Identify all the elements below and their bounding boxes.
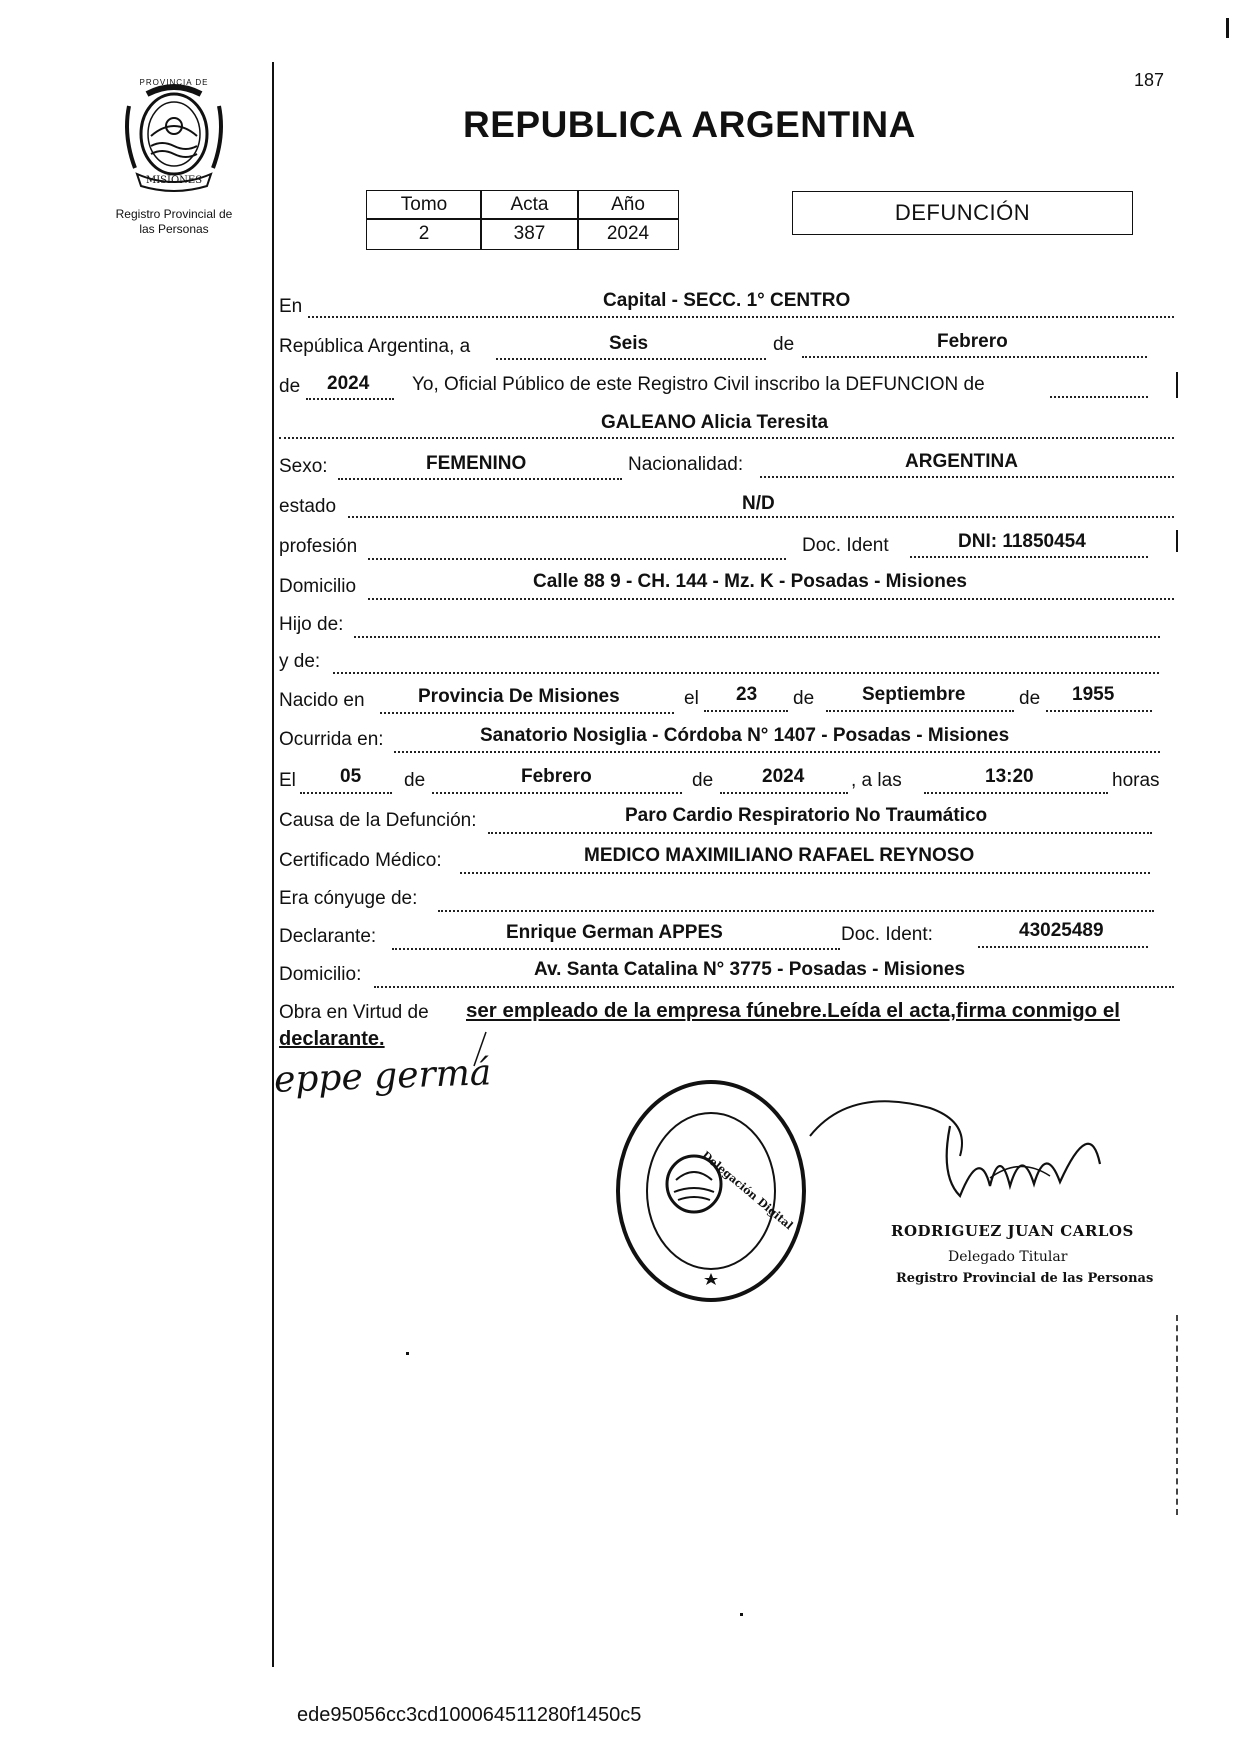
certificado-line (460, 872, 1150, 874)
deceased-name: GALEANO Alicia Teresita (601, 412, 829, 433)
death-time-line (924, 792, 1108, 794)
doc-ident-2-line (978, 946, 1148, 948)
table-header-acta: Acta (480, 190, 579, 220)
obra-value-1: ser empleado de la empresa fúnebre.Leída el acta,firma conmigo el (466, 999, 1120, 1022)
domicilio-label: Domicilio (279, 576, 357, 597)
seal-inner-text: Delegación Digital (699, 1148, 796, 1233)
doc-ident-line (910, 556, 1148, 558)
birth-day-line (704, 710, 788, 712)
birth-year-line (1046, 710, 1152, 712)
speck (406, 1352, 409, 1355)
obra-value-2: declarante. (279, 1028, 385, 1050)
death-day: 05 (340, 766, 362, 787)
en-value: Capital - SECC. 1° CENTRO (603, 290, 851, 311)
causa-line (488, 832, 1152, 834)
table-cell-acta: 387 (480, 218, 579, 250)
hijo-de-line (354, 636, 1160, 638)
en-label: En (279, 296, 303, 317)
doc-ident-2-value: 43025489 (1019, 920, 1104, 941)
death-month: Febrero (521, 766, 592, 787)
domicilio-line (368, 598, 1174, 600)
oficial-line (1050, 396, 1148, 398)
republica-label: República Argentina, a (279, 336, 471, 357)
en-line (308, 316, 1174, 318)
domicilio-2-value: Av. Santa Catalina N° 3775 - Posadas - Misiones (534, 959, 966, 980)
official-seal-icon (612, 1076, 810, 1306)
day-value: Seis (609, 333, 649, 354)
declarante-line (392, 948, 840, 950)
profesion-line (368, 558, 786, 560)
de-label: de (773, 334, 795, 355)
domicilio-value: Calle 88 9 - CH. 144 - Mz. K - Posadas - Misiones (533, 571, 967, 592)
table-header-tomo: Tomo (366, 190, 482, 220)
ocurrida-line (394, 751, 1160, 753)
death-year-line (720, 792, 848, 794)
table-cell-tomo: 2 (366, 218, 482, 250)
month-line (802, 356, 1147, 358)
nacido-line (380, 712, 674, 714)
certificado-value: MEDICO MAXIMILIANO RAFAEL REYNOSO (584, 845, 975, 866)
hijo-de-label: Hijo de: (279, 614, 344, 635)
month-value: Febrero (937, 331, 1008, 352)
birth-month: Septiembre (862, 684, 966, 705)
estado-label: estado (279, 496, 337, 517)
causa-label: Causa de la Defunción: (279, 810, 477, 831)
conyuge-line (438, 910, 1154, 912)
name-line (279, 437, 1174, 439)
death-de-1: de (404, 770, 426, 791)
oficial-line-end (1176, 372, 1178, 396)
year-value: 2024 (327, 373, 370, 394)
death-de-2: de (692, 770, 714, 791)
birth-month-line (826, 710, 1014, 712)
doc-ident-value: DNI: 11850454 (958, 531, 1086, 552)
conyuge-label: Era cónyuge de: (279, 888, 418, 909)
el-label: el (684, 688, 699, 709)
table-cell-anio: 2024 (577, 218, 679, 250)
emblem-bottom-text: MISIONES (145, 175, 203, 186)
speck (740, 1613, 743, 1616)
margin-rule (272, 62, 274, 1667)
estado-value: N/D (742, 493, 775, 514)
sexo-label: Sexo: (279, 456, 328, 477)
death-day-line (300, 792, 392, 794)
el2-label: El (279, 770, 296, 791)
causa-value: Paro Cardio Respiratorio No Traumático (625, 805, 988, 826)
estado-line (348, 516, 1174, 518)
official-role: Delegado Titular (948, 1249, 1068, 1265)
obra-label: Obra en Virtud de (279, 1002, 429, 1023)
horas-label: horas (1112, 770, 1160, 791)
oficial-text: Yo, Oficial Público de este Registro Civil inscribo la DEFUNCION de (412, 374, 985, 395)
page-number: 187 (1134, 70, 1165, 90)
domicilio-2-label: Domicilio: (279, 964, 362, 985)
a-las-label: , a las (851, 770, 902, 791)
profesion-label: profesión (279, 536, 358, 557)
table-header-anio: Año (577, 190, 679, 220)
birth-day: 23 (736, 684, 758, 705)
document-hash: ede95056cc3cd100064511280f1450c5 (297, 1704, 642, 1726)
edge-mark (1176, 1315, 1178, 1515)
birth-de-1: de (793, 688, 815, 709)
death-time: 13:20 (985, 766, 1034, 787)
declarante-value: Enrique German APPES (506, 922, 723, 943)
sexo-value: FEMENINO (426, 453, 527, 474)
declarante-label: Declarante: (279, 926, 377, 947)
emblem-top-text: PROVINCIA DE (139, 78, 209, 87)
issuer-line-2: las Personas (139, 222, 209, 236)
domicilio-2-line (374, 986, 1174, 988)
nacido-value: Provincia De Misiones (418, 686, 620, 707)
edge-mark (1226, 18, 1229, 38)
edge-mark (1176, 530, 1178, 552)
page-title: REPUBLICA ARGENTINA (463, 104, 916, 145)
birth-de-2: de (1019, 688, 1041, 709)
death-year: 2024 (762, 766, 805, 787)
doc-ident-2-label: Doc. Ident: (841, 924, 933, 945)
issuer-line-1: Registro Provincial de (115, 207, 233, 221)
ocurrida-value: Sanatorio Nosiglia - Córdoba N° 1407 - Posadas - Misiones (480, 725, 1010, 746)
official-name: RODRIGUEZ JUAN CARLOS (891, 1222, 1134, 1240)
official-office: Registro Provincial de las Personas (896, 1271, 1154, 1286)
sexo-line (338, 478, 622, 480)
nacionalidad-value: ARGENTINA (905, 451, 1018, 472)
y-de-label: y de: (279, 651, 321, 672)
nacido-label: Nacido en (279, 690, 365, 711)
declarant-signature: eppe germá (273, 1052, 492, 1101)
ocurrida-label: Ocurrida en: (279, 729, 384, 750)
official-signature-mark (790, 1086, 1110, 1236)
nacionalidad-label: Nacionalidad: (628, 454, 744, 475)
year-line (306, 398, 394, 400)
death-month-line (432, 792, 682, 794)
nacionalidad-line (760, 476, 1174, 478)
certificado-label: Certificado Médico: (279, 850, 442, 871)
birth-year: 1955 (1072, 684, 1115, 705)
year-prefix: de (279, 376, 301, 397)
y-de-line (333, 672, 1159, 674)
day-line (496, 358, 766, 360)
doc-ident-label: Doc. Ident (802, 535, 889, 556)
record-type-box: DEFUNCIÓN (792, 191, 1133, 235)
